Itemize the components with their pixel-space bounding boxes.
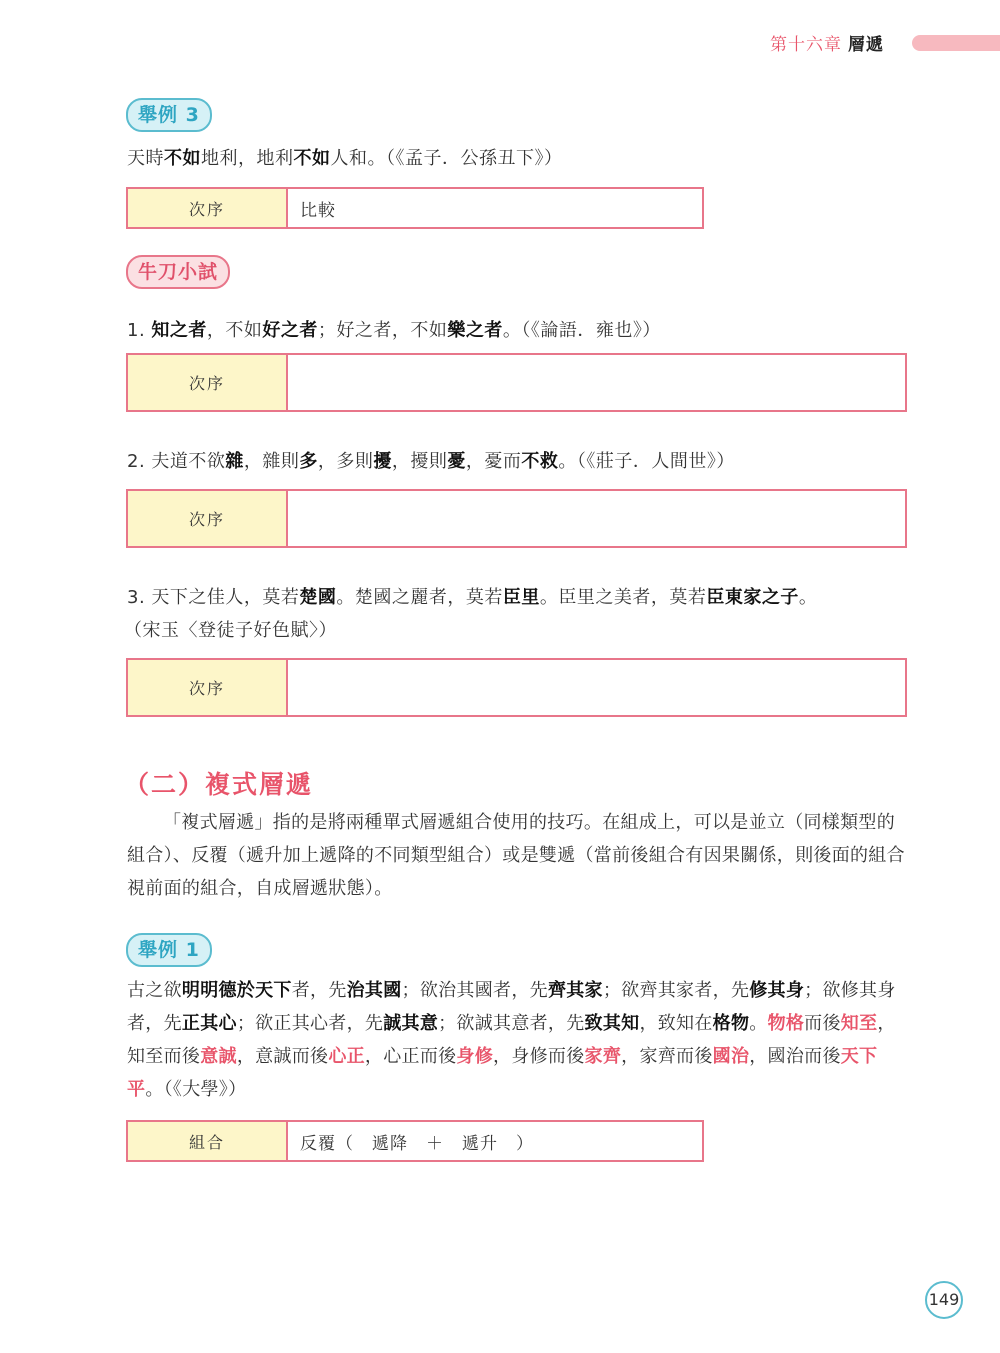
table-left-cell: 次序: [128, 660, 288, 715]
emphasis-text: 不救: [521, 451, 559, 472]
table-right-cell: 反覆（ 遞降 ＋ 遞升 ）: [300, 1133, 534, 1154]
emphasis-text: 不如: [164, 148, 201, 169]
emphasis-text: 齊其家: [547, 980, 603, 1001]
table-left-cell: 次序: [128, 355, 288, 410]
section-title: （二）複式層遞: [124, 770, 314, 799]
practice-1-table: [126, 353, 907, 412]
text-segment: ，憂而: [465, 451, 522, 472]
text-segment: 。: [749, 1013, 768, 1034]
text-segment: 者，先: [291, 980, 347, 1001]
text-segment: ，國治而後: [749, 1046, 841, 1067]
highlight-text: 知至: [840, 1013, 878, 1034]
text-segment: ，雜則: [243, 451, 300, 472]
text-segment: ，多則: [317, 451, 374, 472]
text-segment: ；好之者，不如: [317, 320, 448, 341]
text-segment: 。楚國之麗者，莫若: [336, 587, 503, 608]
emphasis-text: 樂之者: [447, 320, 503, 341]
text-segment: 。臣里之美者，莫若: [539, 587, 707, 608]
text-segment: ，擾則: [391, 451, 448, 472]
header-decor-bar: [912, 35, 1000, 51]
example-1-label: 舉例 1: [126, 933, 212, 967]
text-segment: 3. 天下之佳人，莫若: [127, 587, 300, 608]
emphasis-text: 格物: [712, 1013, 750, 1034]
chapter-number: 第十六章: [770, 35, 842, 55]
emphasis-text: 好之者: [262, 320, 318, 341]
example-3-table: [126, 187, 704, 229]
emphasis-text: 正其心: [181, 1013, 237, 1034]
highlight-text: 身修: [456, 1046, 494, 1067]
emphasis-text: 多: [299, 451, 318, 472]
text-segment: 地利，地利: [201, 148, 294, 169]
emphasis-text: 治其國: [346, 980, 402, 1001]
text-segment: ；欲正其心者，先: [236, 1013, 384, 1034]
practice-3-table: [126, 658, 907, 717]
emphasis-text: 憂: [447, 451, 466, 472]
emphasis-text: 擾: [373, 451, 392, 472]
text-segment: 古之欲: [127, 980, 182, 1001]
emphasis-text: 知之者: [151, 320, 207, 341]
text-segment: 。（《大學》）: [145, 1079, 247, 1100]
table-left-cell: 次序: [128, 189, 288, 227]
emphasis-text: 致其知: [584, 1013, 640, 1034]
highlight-text: 意誠: [200, 1046, 237, 1067]
text-segment: ，致知在: [639, 1013, 713, 1034]
example-1-table: [126, 1120, 704, 1162]
text-segment: 1.: [127, 320, 152, 341]
table-left-cell: 組合: [128, 1122, 288, 1160]
answer-cell[interactable]: [288, 491, 905, 546]
emphasis-text: 明明德於天下: [181, 980, 292, 1001]
practice-3-sentence-line1: [127, 583, 817, 609]
text-segment: ，家齊而後: [621, 1046, 713, 1067]
practice-1-sentence: [127, 316, 661, 342]
chapter-title: 層遞: [848, 35, 884, 55]
text-segment: 人和。（《孟子．公孫丑下》）: [330, 148, 563, 169]
emphasis-text: 雜: [225, 451, 244, 472]
highlight-text: 天下平: [127, 1046, 878, 1100]
practice-3-sentence-line2: [124, 616, 337, 642]
emphasis-text: 臣里: [502, 587, 540, 608]
practice-2-table: [126, 489, 907, 548]
answer-cell[interactable]: [288, 355, 905, 410]
text-segment: （宋玉〈登徒子好色賦〉）: [124, 620, 337, 641]
answer-cell[interactable]: [288, 660, 905, 715]
text-segment: ；欲修其身者，先: [127, 980, 896, 1034]
section-paragraph: 「複式層遞」指的是將兩種單式層遞組合使用的技巧。在組成上，可以是並立（同樣類型的組合）、反覆（遞升加上遞降的不同類型組合）或是雙遞（當前後組合有因果關係，則後面的組合視前面的組合，自成層遞狀態）。: [127, 812, 905, 899]
practice-label: 牛刀小試: [126, 255, 230, 289]
text-segment: ；欲齊其家者，先: [602, 980, 750, 1001]
text-segment: ；欲誠其意者，先: [438, 1013, 585, 1034]
text-segment: ，不如: [206, 320, 263, 341]
page-number: 149: [925, 1281, 963, 1319]
practice-2-sentence: [127, 447, 735, 473]
emphasis-text: 不如: [293, 148, 331, 169]
emphasis-text: 誠其意: [383, 1013, 439, 1034]
text-segment: 。（《莊子．人間世》）: [558, 451, 735, 472]
text-segment: 。（《論語．雍也》）: [502, 320, 661, 341]
text-segment: 而後: [804, 1013, 841, 1034]
text-segment: ，心正而後: [364, 1046, 457, 1067]
text-segment: ；欲治其國者，先: [401, 980, 548, 1001]
highlight-text: 國治: [712, 1046, 750, 1067]
emphasis-text: 臣東家之子: [706, 587, 799, 608]
text-segment: 天時: [127, 148, 164, 169]
example-3-label: 舉例 3: [126, 98, 212, 132]
example-1-paragraph: [127, 974, 907, 1106]
table-left-cell: 次序: [128, 491, 288, 546]
text-segment: 。: [798, 587, 818, 608]
highlight-text: 心正: [328, 1046, 365, 1067]
text-segment: ，意誠而後: [236, 1046, 329, 1067]
highlight-text: 家齊: [584, 1046, 622, 1067]
table-right-cell: 比較: [300, 200, 336, 221]
text-segment: ，知至而後: [127, 1013, 896, 1067]
highlight-text: 物格: [767, 1013, 805, 1034]
example-3-sentence: [127, 144, 563, 170]
text-segment: ，身修而後: [493, 1046, 585, 1067]
text-segment: 2. 夫道不欲: [127, 451, 226, 472]
chapter-header: [770, 30, 884, 55]
emphasis-text: 楚國: [299, 587, 337, 608]
emphasis-text: 修其身: [749, 980, 805, 1001]
